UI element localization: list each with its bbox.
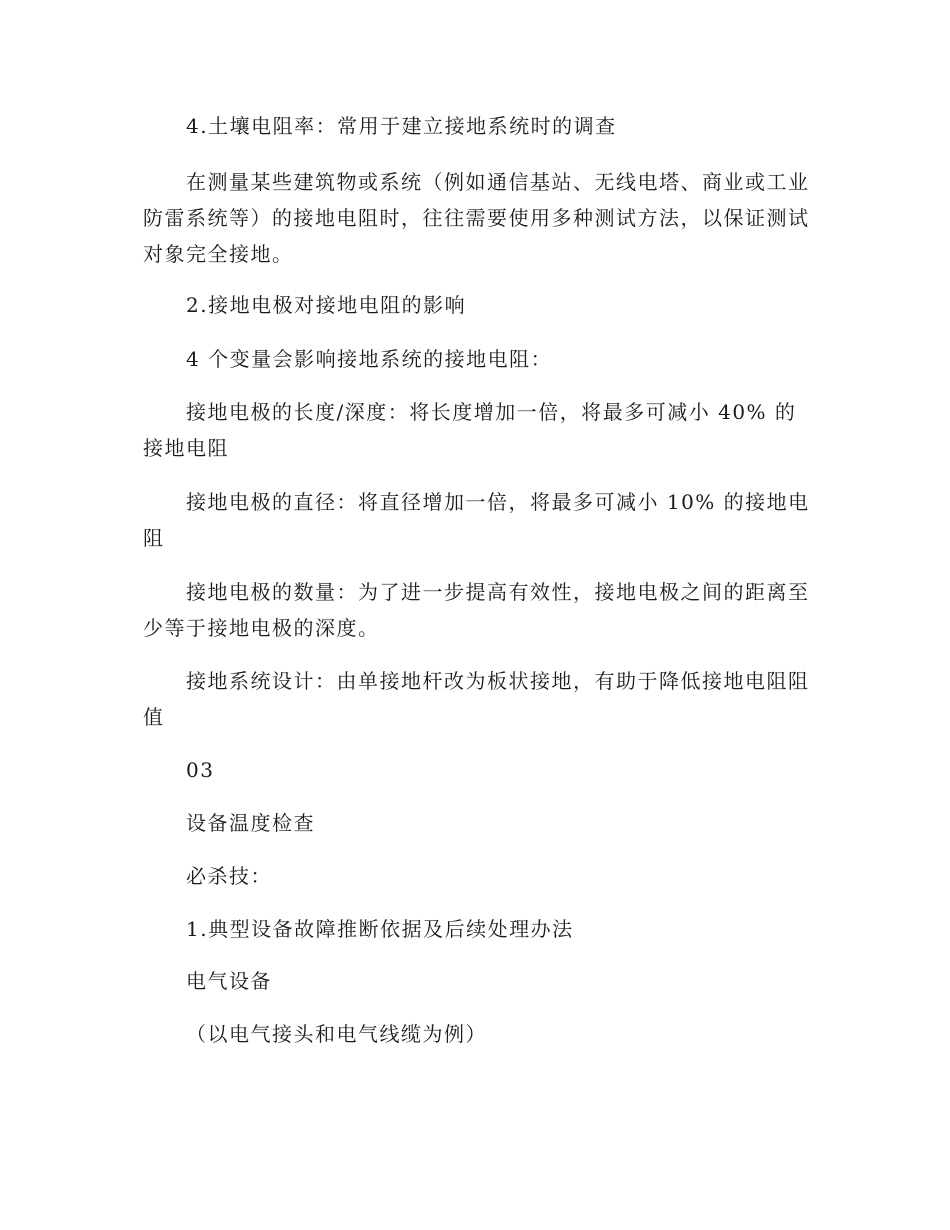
heading-soil-resistivity: 4.土壤电阻率：常用于建立接地系统时的调查 (186, 114, 617, 138)
paragraph-system-design: 接地系统设计：由单接地杆改为板状接地，有助于降低接地电阻阻值 (143, 669, 810, 729)
note-example: （以电气接头和电气线缆为例） (186, 1022, 487, 1046)
paragraph-electrode-length: 接地电极的长度/深度：将长度增加一倍，将最多可减小 40% 的接地电阻 (143, 400, 797, 460)
label-key-technique: 必杀技： (186, 864, 272, 888)
heading-fault-diagnosis: 1.典型设备故障推断依据及后续处理办法 (186, 917, 574, 941)
paragraph-four-variables: 4 个变量会影响接地系统的接地电阻： (186, 347, 553, 371)
paragraph-electrode-diameter: 接地电极的直径：将直径增加一倍，将最多可减小 10% 的接地电阻 (143, 490, 810, 550)
paragraph-testing-methods: 在测量某些建筑物或系统（例如通信基站、无线电塔、商业或工业防雷系统等）的接地电阻时，往往需要使用多种测试方法，以保证测试对象完全接地。 (143, 170, 810, 266)
label-electrical-equipment: 电气设备 (186, 969, 272, 993)
heading-electrode-influence: 2.接地电极对接地电阻的影响 (186, 293, 467, 317)
section-number: 03 (186, 758, 215, 782)
paragraph-electrode-count: 接地电极的数量：为了进一步提高有效性，接地电极之间的距离至少等于接地电极的深度。 (143, 580, 810, 640)
section-title-temperature-check: 设备温度检查 (186, 811, 315, 835)
